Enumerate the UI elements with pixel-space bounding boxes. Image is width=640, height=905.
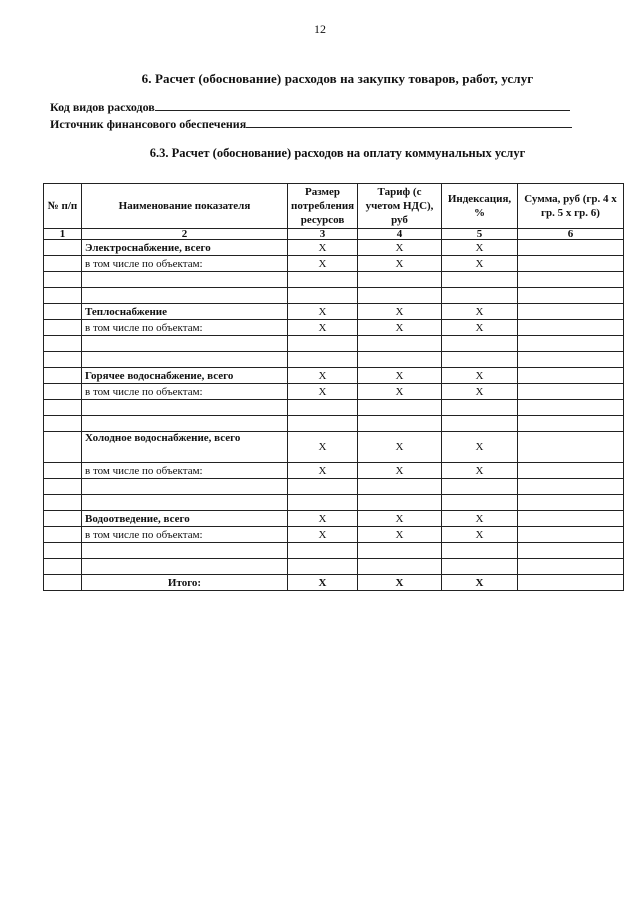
expense-code-blank	[155, 99, 570, 111]
x-mark: Х	[288, 432, 358, 463]
by-objects-label: в том числе по объектам:	[82, 463, 288, 479]
table-cell	[442, 495, 518, 511]
x-mark: Х	[288, 368, 358, 384]
table-cell	[82, 400, 288, 416]
table-cell	[288, 336, 358, 352]
header-name: Наименование показателя	[82, 184, 288, 229]
x-mark: Х	[288, 320, 358, 336]
group-sewerage: Водоотведение, всего	[82, 511, 288, 527]
subsection-title: 6.3. Расчет (обоснование) расходов на оплату коммунальных услуг	[149, 146, 526, 160]
table-cell	[358, 543, 442, 559]
table-cell	[442, 416, 518, 432]
table-cell	[442, 543, 518, 559]
table-cell	[288, 559, 358, 575]
x-mark: Х	[442, 320, 518, 336]
table-row	[44, 304, 624, 320]
table-cell	[44, 272, 82, 288]
table-cell	[442, 400, 518, 416]
table-cell	[288, 400, 358, 416]
table-cell	[518, 400, 624, 416]
table-cell	[358, 559, 442, 575]
table-cell	[518, 304, 624, 320]
x-mark: Х	[442, 463, 518, 479]
page-number: 12	[314, 22, 326, 36]
column-number: 1	[44, 229, 82, 240]
table-cell	[44, 543, 82, 559]
table-cell	[518, 336, 624, 352]
table-cell	[518, 416, 624, 432]
column-number-row	[44, 229, 624, 240]
table-cell	[442, 479, 518, 495]
table-cell	[358, 272, 442, 288]
table-cell	[44, 384, 82, 400]
table-cell	[288, 288, 358, 304]
x-mark: Х	[358, 256, 442, 272]
table-cell	[288, 543, 358, 559]
table-cell	[442, 352, 518, 368]
x-mark: Х	[358, 575, 442, 591]
header-sum: Сумма, руб (гр. 4 х гр. 5 х гр. 6)	[518, 184, 624, 229]
x-mark: Х	[442, 240, 518, 256]
x-mark: Х	[288, 463, 358, 479]
table-cell	[44, 559, 82, 575]
table-row	[44, 416, 624, 432]
table-row	[44, 400, 624, 416]
x-mark: Х	[288, 575, 358, 591]
table-cell	[82, 543, 288, 559]
column-number: 6	[518, 229, 624, 240]
total-label: Итого:	[82, 575, 288, 591]
table-row	[44, 432, 624, 463]
table-cell	[518, 240, 624, 256]
table-cell	[44, 288, 82, 304]
table-cell	[518, 511, 624, 527]
table-cell	[288, 479, 358, 495]
table-cell	[82, 495, 288, 511]
group-heating: Теплоснабжение	[82, 304, 288, 320]
table-cell	[44, 336, 82, 352]
header-num: № п/п	[44, 184, 82, 229]
table-cell	[82, 352, 288, 368]
table-cell	[442, 288, 518, 304]
table-cell	[82, 479, 288, 495]
table-cell	[44, 511, 82, 527]
funding-source-label: Источник финансового обеспечения	[50, 117, 247, 131]
table-row	[44, 527, 624, 543]
table-cell	[44, 495, 82, 511]
table-cell	[518, 272, 624, 288]
x-mark: Х	[358, 384, 442, 400]
group-electricity: Электроснабжение, всего	[82, 240, 288, 256]
x-mark: Х	[442, 511, 518, 527]
table-cell	[518, 463, 624, 479]
x-mark: Х	[442, 304, 518, 320]
table-cell	[518, 320, 624, 336]
group-cold-water: Холодное водоснабжение, всего	[82, 432, 288, 463]
table-cell	[518, 256, 624, 272]
table-cell	[82, 559, 288, 575]
header-index: Индексация, %	[442, 184, 518, 229]
x-mark: Х	[288, 527, 358, 543]
table-row	[44, 543, 624, 559]
table-row	[44, 511, 624, 527]
table-row	[44, 320, 624, 336]
expense-code-label: Код видов расходов	[50, 100, 155, 114]
expense-code-field	[50, 99, 570, 115]
table-cell	[358, 416, 442, 432]
table-row	[44, 368, 624, 384]
table-cell	[44, 463, 82, 479]
x-mark: Х	[358, 463, 442, 479]
column-number: 5	[442, 229, 518, 240]
table-row	[44, 240, 624, 256]
table-cell	[518, 575, 624, 591]
header-resource: Размер потребления ресурсов	[288, 184, 358, 229]
table-cell	[82, 288, 288, 304]
x-mark: Х	[358, 320, 442, 336]
table-cell	[518, 495, 624, 511]
x-mark: Х	[358, 527, 442, 543]
x-mark: Х	[288, 384, 358, 400]
table-row	[44, 384, 624, 400]
table-cell	[44, 352, 82, 368]
table-cell	[288, 416, 358, 432]
table-cell	[44, 416, 82, 432]
table-cell	[518, 527, 624, 543]
table-cell	[518, 368, 624, 384]
column-number: 3	[288, 229, 358, 240]
table-cell	[358, 479, 442, 495]
table-row	[44, 479, 624, 495]
x-mark: Х	[442, 575, 518, 591]
x-mark: Х	[358, 240, 442, 256]
table-cell	[82, 272, 288, 288]
x-mark: Х	[358, 432, 442, 463]
x-mark: Х	[288, 511, 358, 527]
section-title: 6. Расчет (обоснование) расходов на закупку товаров, работ, услуг	[141, 71, 534, 86]
funding-source-blank	[246, 116, 572, 128]
table-row	[44, 495, 624, 511]
funding-source-field	[50, 116, 572, 132]
table-cell	[518, 352, 624, 368]
x-mark: Х	[442, 256, 518, 272]
utilities-calculation-table	[43, 183, 624, 591]
group-hot-water: Горячее водоснабжение, всего	[82, 368, 288, 384]
table-cell	[44, 527, 82, 543]
table-cell	[44, 368, 82, 384]
table-cell	[44, 575, 82, 591]
table-cell	[288, 352, 358, 368]
x-mark: Х	[288, 240, 358, 256]
table-cell	[44, 432, 82, 463]
table-cell	[44, 400, 82, 416]
by-objects-label: в том числе по объектам:	[82, 384, 288, 400]
table-row	[44, 336, 624, 352]
table-cell	[358, 336, 442, 352]
column-number: 4	[358, 229, 442, 240]
table-cell	[82, 336, 288, 352]
by-objects-label: в том числе по объектам:	[82, 320, 288, 336]
table-cell	[358, 288, 442, 304]
table-cell	[518, 559, 624, 575]
table-cell	[518, 288, 624, 304]
table-cell	[358, 352, 442, 368]
table-cell	[288, 272, 358, 288]
table-cell	[44, 304, 82, 320]
x-mark: Х	[288, 256, 358, 272]
table-cell	[44, 256, 82, 272]
x-mark: Х	[358, 511, 442, 527]
table-cell	[358, 495, 442, 511]
table-cell	[44, 240, 82, 256]
table-cell	[518, 384, 624, 400]
x-mark: Х	[358, 304, 442, 320]
table-row	[44, 272, 624, 288]
x-mark: Х	[442, 384, 518, 400]
table-row	[44, 463, 624, 479]
table-cell	[442, 559, 518, 575]
by-objects-label: в том числе по объектам:	[82, 256, 288, 272]
table-cell	[44, 479, 82, 495]
table-row	[44, 256, 624, 272]
table-header-row	[44, 184, 624, 229]
x-mark: Х	[358, 368, 442, 384]
table-cell	[518, 432, 624, 463]
table-row	[44, 559, 624, 575]
table-cell	[358, 400, 442, 416]
total-row	[44, 575, 624, 591]
table-cell	[442, 336, 518, 352]
x-mark: Х	[442, 432, 518, 463]
table-cell	[442, 272, 518, 288]
table-cell	[44, 320, 82, 336]
header-tariff: Тариф (с учетом НДС), руб	[358, 184, 442, 229]
x-mark: Х	[288, 304, 358, 320]
x-mark: Х	[442, 527, 518, 543]
table-cell	[82, 416, 288, 432]
x-mark: Х	[442, 368, 518, 384]
table-row	[44, 288, 624, 304]
table-cell	[518, 543, 624, 559]
table-row	[44, 352, 624, 368]
by-objects-label: в том числе по объектам:	[82, 527, 288, 543]
table-cell	[288, 495, 358, 511]
column-number: 2	[82, 229, 288, 240]
table-cell	[518, 479, 624, 495]
